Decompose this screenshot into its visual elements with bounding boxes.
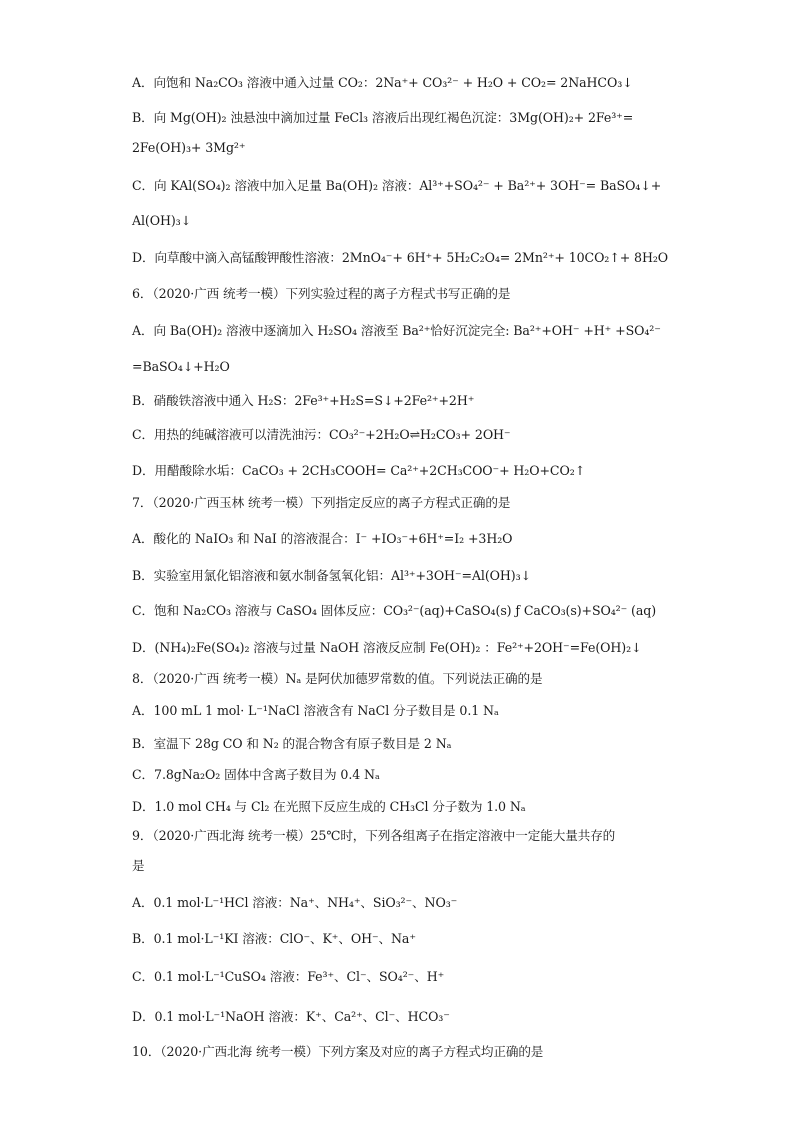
question-10-stem: 10．（2020·广西北海 统考一模）下列方案及对应的离子方程式均正确的是	[132, 1044, 544, 1059]
text-line: C．向 KAl(SO₄)₂ 溶液中加入足量 Ba(OH)₂ 溶液：Al³⁺+SO₄²⁻ + Ba²⁺+ 3OH⁻= BaSO₄↓+	[132, 178, 662, 193]
text-line: C．0.1 mol·L⁻¹CuSO₄ 溶液：Fe³⁺、Cl⁻、SO₄²⁻、H⁺	[132, 969, 445, 984]
text-line: B．硝酸铁溶液中通入 H₂S：2Fe³⁺+H₂S=S↓+2Fe²⁺+2H⁺	[132, 393, 475, 408]
text-line: A．向饱和 Na₂CO₃ 溶液中通入过量 CO₂：2Na⁺+ CO₃²⁻ + H₂O + CO₂= 2NaHCO₃↓	[132, 75, 633, 90]
question-9-stem: 9．（2020·广西北海 统考一模）25℃时，下列各组离子在指定溶液中一定能大量共存的	[132, 828, 616, 843]
text-line: B．实验室用氯化铝溶液和氨水制备氢氧化铝：Al³⁺+3OH⁻=Al(OH)₃↓	[132, 568, 531, 583]
text-line: D．用醋酸除水垢：CaCO₃ + 2CH₃COOH= Ca²⁺+2CH₃COO⁻+ H₂O+CO₂↑	[132, 463, 586, 478]
question-8-stem: 8．（2020·广西 统考一模）Nₐ 是阿伏加德罗常数的值。下列说法正确的是	[132, 671, 543, 686]
text-line: B．室温下 28g CO 和 N₂ 的混合物含有原子数目是 2 Nₐ	[132, 736, 452, 751]
text-line: B．向 Mg(OH)₂ 浊悬浊中滴加过量 FeCl₃ 溶液后出现红褐色沉淀：3Mg(OH)₂+ 2Fe³⁺=	[132, 110, 634, 125]
text-line: C．饱和 Na₂CO₃ 溶液与 CaSO₄ 固体反应：CO₃²⁻(aq)+CaSO₄(s) ƒ CaCO₃(s)+SO₄²⁻ (aq)	[132, 603, 657, 618]
text-line: A．0.1 mol·L⁻¹HCl 溶液：Na⁺、NH₄⁺、SiO₃²⁻、NO₃⁻	[132, 895, 458, 910]
text-line: D．1.0 mol CH₄ 与 Cl₂ 在光照下反应生成的 CH₃Cl 分子数为 1.0 Nₐ	[132, 799, 526, 814]
question-7-stem: 7．（2020·广西玉林 统考一模）下列指定反应的离子方程式正确的是	[132, 495, 511, 510]
text-line: A．向 Ba(OH)₂ 溶液中逐滴加入 H₂SO₄ 溶液至 Ba²⁺恰好沉淀完全: Ba²⁺+OH⁻ +H⁺ +SO₄²⁻	[132, 323, 661, 338]
text-line: B．0.1 mol·L⁻¹KI 溶液：ClO⁻、K⁺、OH⁻、Na⁺	[132, 931, 416, 946]
text-line: D．向草酸中滴入高锰酸钾酸性溶液：2MnO₄⁻+ 6H⁺+ 5H₂C₂O₄= 2Mn²⁺+ 10CO₂↑+ 8H₂O	[132, 250, 669, 265]
text-line: 是	[132, 858, 145, 873]
text-line: D．0.1 mol·L⁻¹NaOH 溶液：K⁺、Ca²⁺、Cl⁻、HCO₃⁻	[132, 1009, 450, 1024]
text-line: 2Fe(OH)₃+ 3Mg²⁺	[132, 140, 246, 155]
text-line: Al(OH)₃↓	[132, 213, 192, 228]
text-line: C．7.8gNa₂O₂ 固体中含离子数目为 0.4 Nₐ	[132, 767, 380, 782]
text-line: A．100 mL 1 mol· L⁻¹NaCl 溶液含有 NaCl 分子数目是 0.1 Nₐ	[132, 703, 499, 718]
text-line: A．酸化的 NaIO₃ 和 NaI 的溶液混合：I⁻ +IO₃⁻+6H⁺=I₂ +3H₂O	[132, 531, 513, 546]
text-line: C．用热的纯碱溶液可以清洗油污：CO₃²⁻+2H₂O⇌H₂CO₃+ 2OH⁻	[132, 427, 511, 442]
question-6-stem: 6．（2020·广西 统考一模）下列实验过程的离子方程式书写正确的是	[132, 286, 511, 301]
text-line: =BaSO₄↓+H₂O	[132, 359, 230, 374]
text-line: D．(NH₄)₂Fe(SO₄)₂ 溶液与过量 NaOH 溶液反应制 Fe(OH)₂ ：Fe²⁺+2OH⁻=Fe(OH)₂↓	[132, 640, 642, 655]
